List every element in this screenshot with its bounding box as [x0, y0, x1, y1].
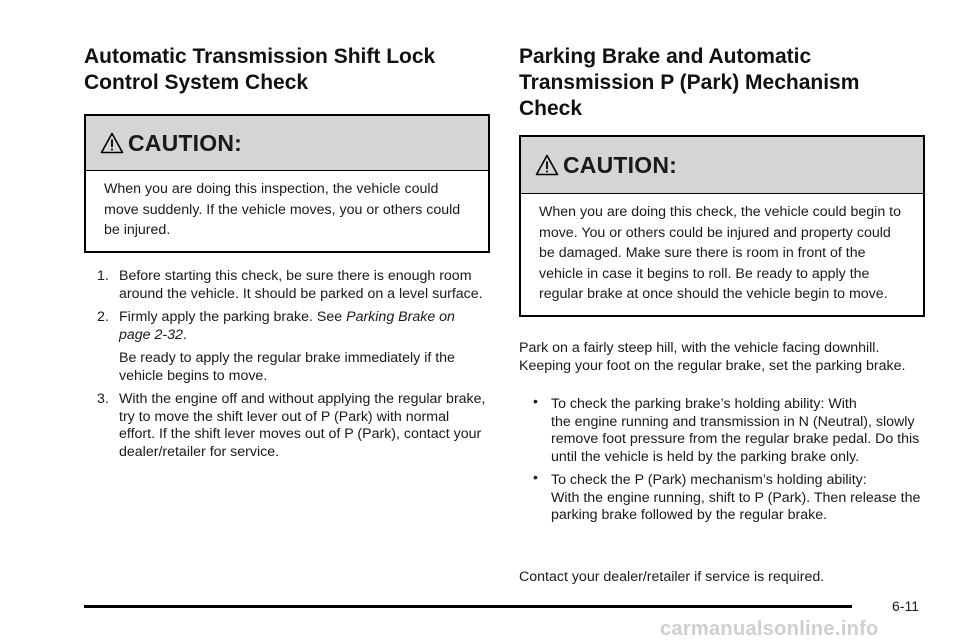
step-item: 1. Before starting this check, be sure there is enough room around the vehicle. It should be parked on a level surface. [97, 268, 483, 302]
step-item: 3. With the engine off and without applying the regular brake, try to move the shift lever out of P (Park) with normal effort. If the shift lever moves out of P (Park), contact your dealer/retailer for service. [97, 391, 486, 460]
bullet-item: • To check the parking brake’s holding ability: With the engine running and transmission in N (Neutral), slowly remove foot pressure from the regular brake pedal. Do this until the vehicle is held by the parking brake only. [533, 393, 920, 465]
caution-text: When you are doing this inspection, the vehicle could move suddenly. If the vehicle moves, you or others could be injured. [104, 181, 461, 238]
intro-paragraph: Park on a fairly steep hill, with the vehicle facing downhill. Keeping your foot on the regular brake, set the parking brake. [519, 340, 906, 374]
parking-brake-reference: Parking Brake on page 2-32 [119, 309, 455, 343]
check-steps-list [84, 268, 488, 467]
step-note: Be ready to apply the regular brake immediately if the vehicle begins to move. [119, 350, 455, 384]
step-item: 2. Firmly apply the parking brake. See Parking Brake on page 2-32. [97, 309, 455, 343]
watermark: carmanualsonline.info [660, 618, 879, 640]
check-bullets-list [519, 393, 923, 531]
caution-header [86, 116, 488, 171]
bullet-icon: • [533, 393, 538, 409]
caution-label: CAUTION: [128, 129, 243, 156]
page-number: 6-11 [892, 598, 919, 614]
bullet-icon: • [533, 469, 538, 485]
caution-box-shift-lock [84, 114, 490, 253]
bullet-item: • To check the P (Park) mechanism’s holding ability: With the engine running, shift to P (Park). Then release the parking brake followed by the regular brake. [533, 469, 921, 523]
park-mechanism-heading: Parking Brake and Automatic Transmission P (Park) Mechanism Check [519, 45, 860, 120]
caution-text: When you are doing this check, the vehicle could begin to move. You or others could be injured and property could be damaged. Make sure there is room in front of the vehicle in case it begins to roll. Be ready to apply the regular brake at once should the vehicle begin to move. [539, 204, 902, 302]
shift-lock-heading: Automatic Transmission Shift Lock Control System Check [84, 45, 436, 94]
footer-rule [84, 605, 852, 608]
warning-triangle-icon [100, 132, 124, 154]
caution-header [521, 137, 923, 194]
caution-box-park [519, 135, 925, 317]
outro-paragraph: Contact your dealer/retailer if service is required. [519, 569, 825, 585]
caution-label: CAUTION: [563, 151, 678, 178]
warning-triangle-icon [535, 154, 559, 176]
